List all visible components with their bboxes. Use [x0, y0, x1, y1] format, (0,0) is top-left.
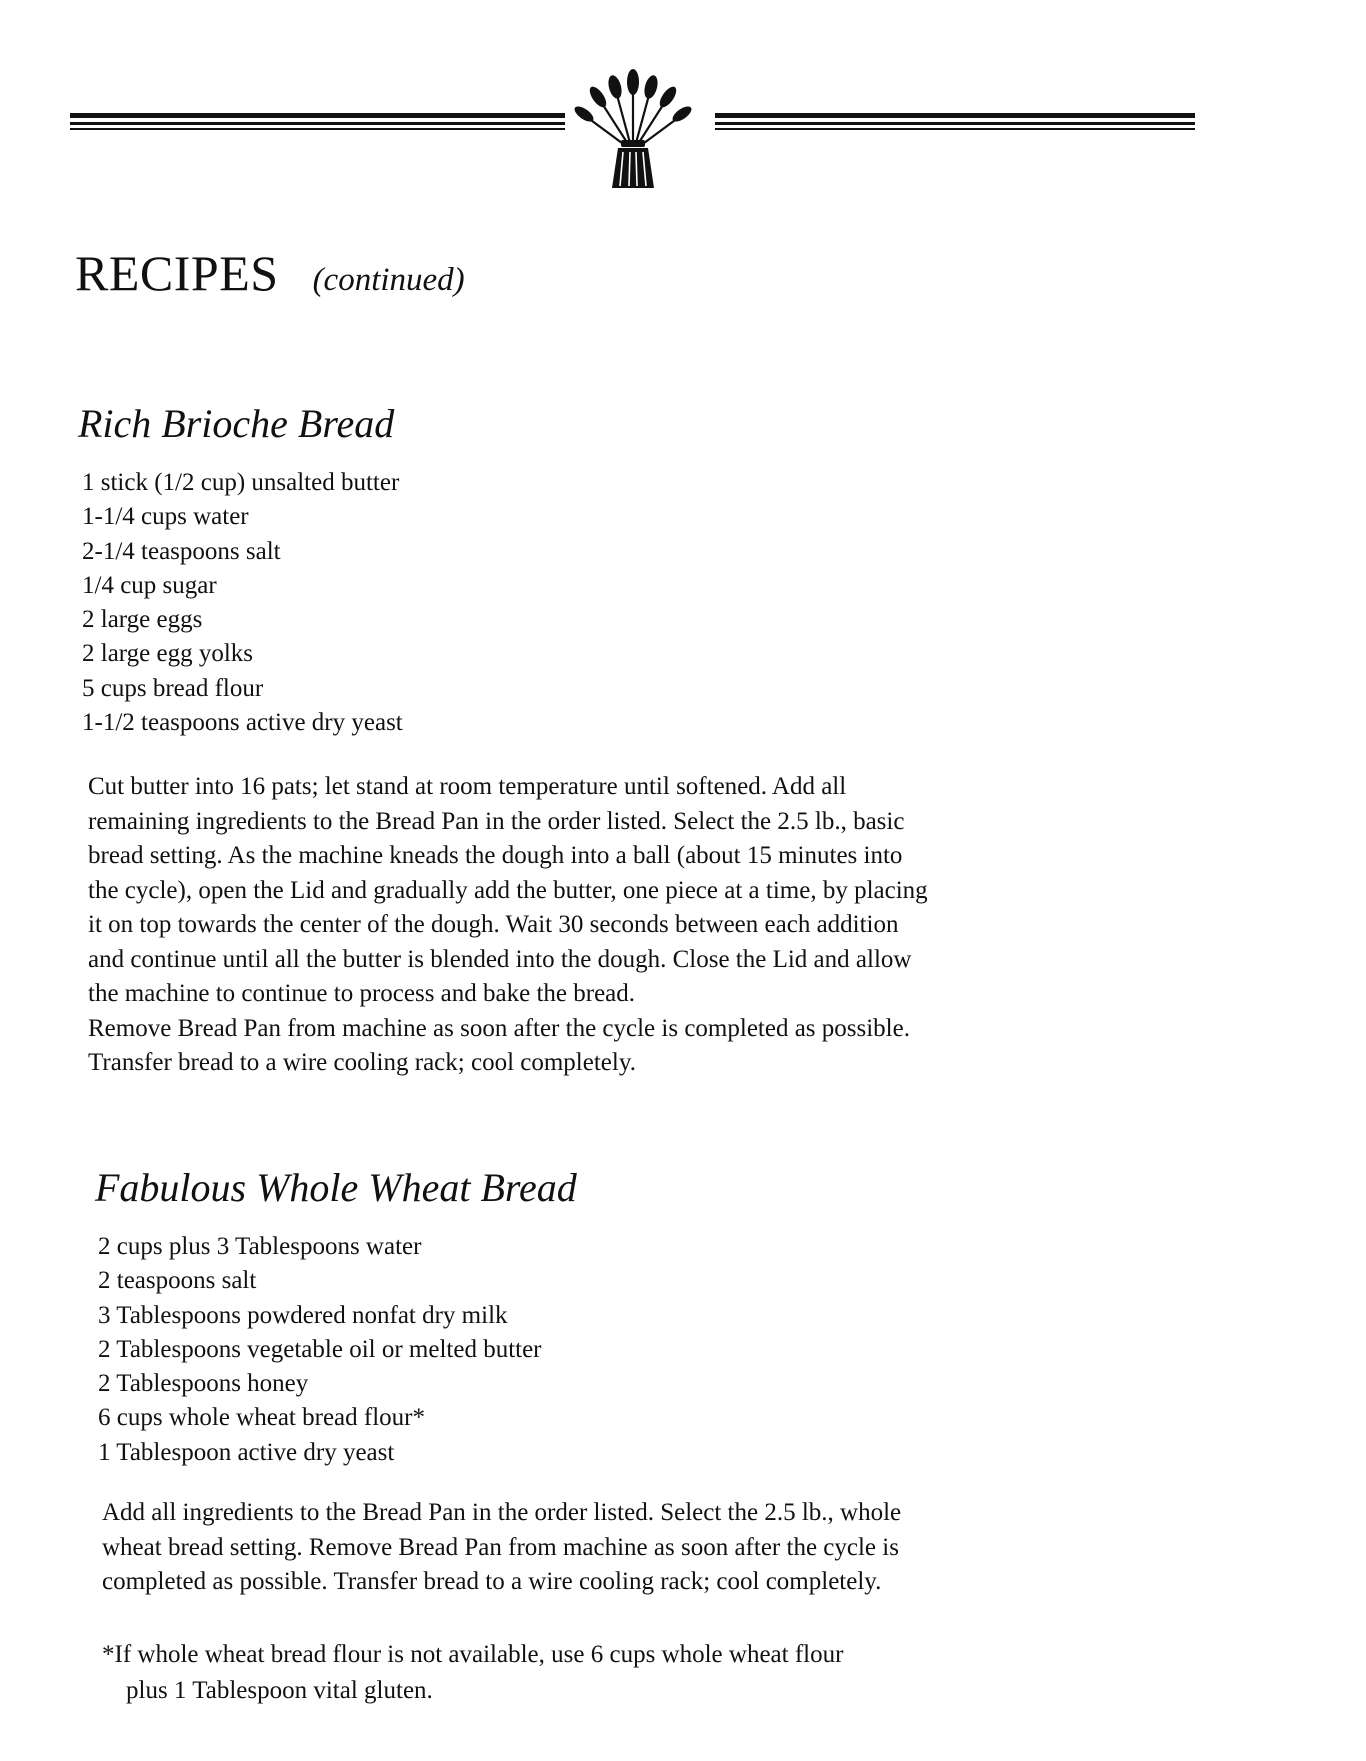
footnote-line: *If whole wheat bread flour is not available, use 6 cups whole wheat flour — [102, 1641, 844, 1668]
ingredient-item: 1 stick (1/2 cup) unsalted butter — [82, 469, 400, 496]
ingredient-item: 2 Tablespoons honey — [98, 1370, 309, 1398]
page-title — [75, 245, 465, 301]
direction-line: Add all ingredients to the Bread Pan in the order listed. Select the 2.5 lb., whole — [102, 1499, 902, 1526]
direction-line: Transfer bread to a wire cooling rack; cool completely. — [88, 1049, 636, 1076]
direction-line: the cycle), open the Lid and gradually add the butter, one piece at a time, by placing — [88, 876, 928, 904]
ingredient-item: 2 Tablespoons vegetable oil or melted butter — [98, 1335, 542, 1363]
ingredient-item: 2 large egg yolks — [82, 640, 254, 668]
recipe-directions — [88, 770, 928, 1081]
ingredient-item: 2 large eggs — [82, 606, 203, 634]
page-subtitle: (continued) — [312, 262, 465, 298]
ingredient-item: 1 Tablespoon active dry yeast — [98, 1438, 395, 1466]
direction-line: Cut butter into 16 pats; let stand at room temperature until softened. Add all — [88, 773, 847, 800]
footnote — [102, 1637, 843, 1709]
ingredient-list — [98, 1230, 542, 1470]
ingredient-item: 1-1/4 cups water — [82, 503, 249, 531]
ingredient-item: 5 cups bread flour — [82, 674, 264, 702]
direction-line: it on top towards the center of the dough. Wait 30 seconds between each addition — [88, 911, 899, 938]
direction-line: and continue until all the butter is blended into the dough. Close the Lid and allow — [88, 945, 912, 973]
page-title-text: RECIPES — [75, 245, 279, 301]
footnote-line: plus 1 Tablespoon vital gluten. — [126, 1677, 433, 1704]
ingredient-item: 3 Tablespoons powdered nonfat dry milk — [98, 1301, 508, 1329]
direction-line: the machine to continue to process and bake the bread. — [88, 980, 636, 1007]
direction-line: bread setting. As the machine kneads the dough into a ball (about 15 minutes into — [88, 842, 903, 869]
ingredient-item: 1/4 cup sugar — [82, 571, 217, 599]
wheat-sheaf-icon — [566, 68, 700, 190]
direction-line: Remove Bread Pan from machine as soon after the cycle is completed as possible. — [88, 1014, 910, 1042]
ingredient-item: 2 cups plus 3 Tablespoons water — [98, 1233, 422, 1260]
ingredient-item: 6 cups whole wheat bread flour* — [98, 1404, 425, 1432]
direction-line: wheat bread setting. Remove Bread Pan from machine as soon after the cycle is — [102, 1533, 899, 1561]
direction-line: completed as possible. Transfer bread to a wire cooling rack; cool completely. — [102, 1568, 882, 1595]
direction-line: remaining ingredients to the Bread Pan in the order listed. Select the 2.5 lb., basic — [88, 807, 905, 835]
ingredient-item: 2-1/4 teaspoons salt — [82, 537, 281, 565]
recipe-title: Rich Brioche Bread — [78, 401, 395, 446]
recipe-title: Fabulous Whole Wheat Bread — [95, 1165, 577, 1210]
recipe-directions — [102, 1496, 901, 1600]
ingredient-item: 2 teaspoons salt — [98, 1267, 257, 1295]
ingredient-item: 1-1/2 teaspoons active dry yeast — [82, 709, 403, 737]
ingredient-list — [82, 466, 403, 740]
